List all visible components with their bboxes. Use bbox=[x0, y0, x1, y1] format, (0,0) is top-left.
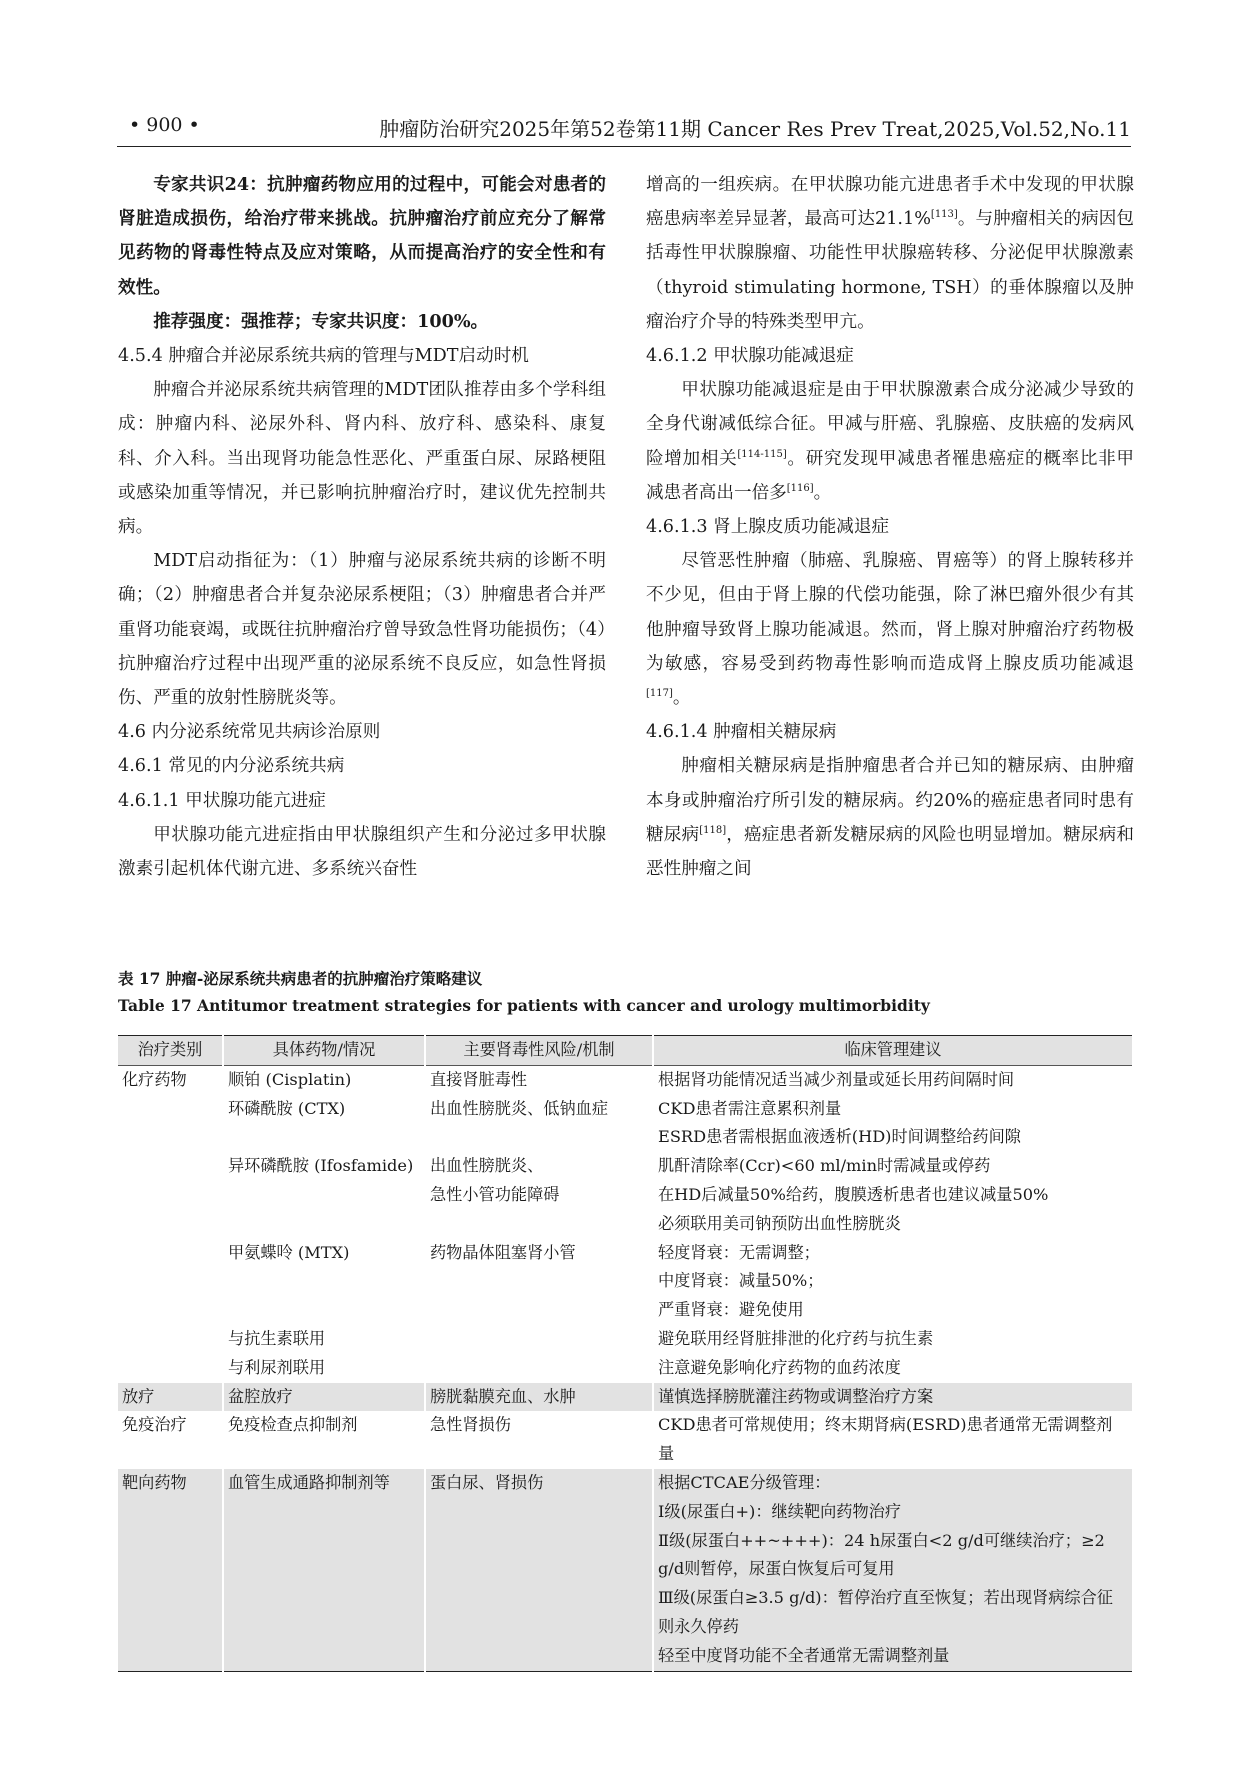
right-column bbox=[646, 168, 1134, 886]
table-cell: 血管生成通路抑制剂等 bbox=[223, 1469, 425, 1498]
table-cell bbox=[223, 1181, 425, 1210]
table-cell: 蛋白尿、肾损伤 bbox=[425, 1469, 653, 1498]
table-cell bbox=[118, 1123, 223, 1152]
table-cell: 异环磷酰胺 (Ifosfamide) bbox=[223, 1152, 425, 1181]
table-cell bbox=[223, 1123, 425, 1152]
table-cell: Ⅰ级(尿蛋白+)：继续靶向药物治疗 bbox=[653, 1498, 1132, 1527]
heading-4-5-4: 4.5.4 肿瘤合并泌尿系统共病的管理与MDT启动时机 bbox=[118, 346, 529, 367]
table-cell bbox=[118, 1642, 223, 1671]
table-cell bbox=[118, 1210, 223, 1239]
column-header: 具体药物/情况 bbox=[223, 1036, 425, 1066]
recommendation-strength: 推荐强度：强推荐；专家共识度：100%。 bbox=[153, 310, 489, 332]
table-cell: 中度肾衰：减量50%； bbox=[653, 1267, 1132, 1296]
table-cell bbox=[223, 1296, 425, 1325]
table-row bbox=[118, 1095, 1132, 1124]
table-caption-en: Table 17 Antitumor treatment strategies for patients with cancer and urology multimorbidity bbox=[118, 996, 930, 1015]
table-cell bbox=[425, 1527, 653, 1585]
running-header bbox=[117, 106, 1131, 147]
table-cell: 在HD后减量50%给药，腹膜透析患者也建议减量50% bbox=[653, 1181, 1132, 1210]
paragraph-hypothyroidism: 甲状腺功能减退症是由于甲状腺激素合成分泌减少导致的全身代谢减低综合征。甲减与肝癌、乳腺癌、皮肤癌的发病风险增加相关[114-115]。研究发现甲减患者罹患癌症的概率比非甲减患者高出一倍多[116]。 bbox=[646, 380, 1134, 503]
table-row bbox=[118, 1267, 1132, 1296]
table-row bbox=[118, 1383, 1132, 1412]
table-row bbox=[118, 1065, 1132, 1094]
table-cell: 严重肾衰：避免使用 bbox=[653, 1296, 1132, 1325]
expert-consensus-24: 专家共识24：抗肿瘤药物应用的过程中，可能会对患者的肾脏造成损伤，给治疗带来挑战。抗肿瘤治疗前应充分了解常见药物的肾毒性特点及应对策略，从而提高治疗的安全性和有效性。 bbox=[118, 174, 606, 298]
table-row bbox=[118, 1152, 1132, 1181]
table-cell: 膀胱黏膜充血、水肿 bbox=[425, 1383, 653, 1412]
heading-4-6-1-4: 4.6.1.4 肿瘤相关糖尿病 bbox=[646, 722, 837, 743]
table-cell: CKD患者需注意累积剂量 bbox=[653, 1095, 1132, 1124]
heading-4-6-1-2: 4.6.1.2 甲状腺功能减退症 bbox=[646, 346, 854, 367]
table-cell: 靶向药物 bbox=[118, 1469, 223, 1498]
table-cell bbox=[118, 1584, 223, 1642]
table-row bbox=[118, 1469, 1132, 1498]
table-cell bbox=[223, 1527, 425, 1585]
table-row bbox=[118, 1123, 1132, 1152]
table-row bbox=[118, 1584, 1132, 1642]
table-cell: 免疫检查点抑制剂 bbox=[223, 1411, 425, 1469]
table-row bbox=[118, 1296, 1132, 1325]
table-cell: 化疗药物 bbox=[122, 1069, 187, 1089]
column-header: 临床管理建议 bbox=[653, 1036, 1132, 1066]
table-cell bbox=[425, 1642, 653, 1671]
table-cell: 盆腔放疗 bbox=[223, 1383, 425, 1412]
paragraph-tumor-diabetes: 肿瘤相关糖尿病是指肿瘤患者合并已知的糖尿病、由肿瘤本身或肿瘤治疗所引发的糖尿病。约20%的癌症患者同时患有糖尿病[118]，癌症患者新发糖尿病的风险也明显增加。糖尿病和恶性肿瘤之间 bbox=[646, 756, 1134, 880]
table-cell: 出血性膀胱炎、低钠血症 bbox=[425, 1095, 653, 1124]
table-cell: 根据CTCAE分级管理： bbox=[653, 1469, 1132, 1498]
table-cell bbox=[118, 1498, 223, 1527]
table-cell: 注意避免影响化疗药物的血药浓度 bbox=[653, 1354, 1132, 1383]
citation: [113] bbox=[930, 209, 958, 221]
citation: [117] bbox=[646, 688, 673, 700]
table-cell: 放疗 bbox=[118, 1383, 223, 1412]
table-header-row bbox=[118, 1036, 1132, 1066]
table-cell: Ⅱ级(尿蛋白++~+++)：24 h尿蛋白<2 g/d可继续治疗；≥2 g/d则暂停，尿蛋白恢复后可复用 bbox=[653, 1527, 1132, 1585]
table-cell: 与利尿剂联用 bbox=[223, 1354, 425, 1383]
table-cell: Ⅲ级(尿蛋白≥3.5 g/d)：暂停治疗直至恢复；若出现肾病综合征则永久停药 bbox=[653, 1584, 1132, 1642]
paragraph-hyperthyroidism-cont: 增高的一组疾病。在甲状腺功能亢进患者手术中发现的甲状腺癌患病率差异显著，最高可达21.1%[113]。与肿瘤相关的病因包括毒性甲状腺腺瘤、功能性甲状腺癌转移、分泌促甲状腺激素（thyroid stimulating hormone, TSH）的垂体腺瘤以及肿瘤治疗介导的特殊类型甲亢。 bbox=[646, 175, 1134, 332]
table-cell bbox=[118, 1325, 223, 1354]
table-cell bbox=[425, 1267, 653, 1296]
table-cell: 必须联用美司钠预防出血性膀胱炎 bbox=[653, 1210, 1132, 1239]
paragraph-mdt-team: 肿瘤合并泌尿系统共病管理的MDT团队推荐由多个学科组成：肿瘤内科、泌尿外科、肾内科、放疗科、感染科、康复科、介入科。当出现肾功能急性恶化、严重蛋白尿、尿路梗阻或感染加重等情况，并已影响抗肿瘤治疗时，建议优先控制共病。 bbox=[118, 380, 606, 538]
table-cell: 避免联用经肾脏排泄的化疗药与抗生素 bbox=[653, 1325, 1132, 1354]
table-cell: 谨慎选择膀胱灌注药物或调整治疗方案 bbox=[653, 1383, 1132, 1412]
table-cell: 免疫治疗 bbox=[122, 1415, 187, 1435]
column-header: 治疗类别 bbox=[118, 1036, 223, 1066]
table-cell: 出血性膀胱炎、 bbox=[425, 1152, 653, 1181]
table-row bbox=[118, 1354, 1132, 1383]
citation: [114-115] bbox=[737, 448, 787, 460]
table-cell bbox=[118, 1527, 223, 1585]
table-cell: 轻度肾衰：无需调整； bbox=[653, 1239, 1132, 1268]
table-cell bbox=[118, 1152, 223, 1181]
table-cell bbox=[425, 1325, 653, 1354]
table-body bbox=[118, 1065, 1132, 1671]
table-cell bbox=[425, 1354, 653, 1383]
table-cell bbox=[118, 1239, 223, 1268]
table-cell bbox=[118, 1354, 223, 1383]
table-row bbox=[118, 1325, 1132, 1354]
journal-title: 肿瘤防治研究2025年第52卷第11期 Cancer Res Prev Treat,2025,Vol.52,No.11 bbox=[379, 117, 1131, 141]
table-cell bbox=[425, 1210, 653, 1239]
table-cell bbox=[425, 1296, 653, 1325]
page-number: • 900 • bbox=[129, 114, 200, 136]
table-caption-cn: 表 17 肿瘤-泌尿系统共病患者的抗肿瘤治疗策略建议 bbox=[118, 969, 483, 988]
table-cell bbox=[118, 1296, 223, 1325]
table-cell: 急性小管功能障碍 bbox=[425, 1181, 653, 1210]
table-cell: 顺铂 (Cisplatin) bbox=[223, 1065, 425, 1094]
table-cell: 与抗生素联用 bbox=[223, 1325, 425, 1354]
table-row bbox=[118, 1411, 1132, 1469]
table-cell bbox=[118, 1181, 223, 1210]
table-cell bbox=[223, 1584, 425, 1642]
table-cell bbox=[118, 1095, 223, 1124]
paragraph-hyperthyroidism: 甲状腺功能亢进症指由甲状腺组织产生和分泌过多甲状腺激素引起机体代谢亢进、多系统兴奋性 bbox=[118, 824, 606, 880]
table-cell bbox=[425, 1584, 653, 1642]
table-cell bbox=[223, 1498, 425, 1527]
table-row bbox=[118, 1527, 1132, 1585]
table-row bbox=[118, 1498, 1132, 1527]
table-cell: ESRD患者需根据血液透析(HD)时间调整给药间隙 bbox=[653, 1123, 1132, 1152]
table-row bbox=[118, 1181, 1132, 1210]
table-row bbox=[118, 1210, 1132, 1239]
table-cell bbox=[425, 1498, 653, 1527]
citation: [118] bbox=[699, 825, 727, 836]
table-row bbox=[118, 1642, 1132, 1671]
table-cell bbox=[223, 1642, 425, 1671]
heading-4-6-1: 4.6.1 常见的内分泌系统共病 bbox=[118, 756, 345, 777]
table-cell: 急性肾损伤 bbox=[425, 1411, 653, 1469]
table-cell: 环磷酰胺 (CTX) bbox=[223, 1095, 425, 1124]
table-cell: 药物晶体阻塞肾小管 bbox=[425, 1239, 653, 1268]
table-cell bbox=[223, 1267, 425, 1296]
heading-4-6-1-1: 4.6.1.1 甲状腺功能亢进症 bbox=[118, 790, 326, 811]
treatment-strategy-table bbox=[118, 1035, 1132, 1672]
table-cell bbox=[425, 1123, 653, 1152]
table-cell: 根据肾功能情况适当减少剂量或延长用药间隔时间 bbox=[653, 1065, 1132, 1094]
left-column bbox=[118, 168, 606, 886]
paragraph-mdt-indications: MDT启动指征为：（1）肿瘤与泌尿系统共病的诊断不明确；（2）肿瘤患者合并复杂泌尿系梗阻；（3）肿瘤患者合并严重肾功能衰竭，或既往抗肿瘤治疗曾导致急性肾功能损伤；（4）抗肿瘤治疗过程中出现严重的泌尿系统不良反应，如急性肾损伤、严重的放射性膀胱炎等。 bbox=[118, 551, 606, 709]
citation: [116] bbox=[786, 482, 814, 494]
paragraph-adrenal-insufficiency: 尽管恶性肿瘤（肺癌、乳腺癌、胃癌等）的肾上腺转移并不少见，但由于肾上腺的代偿功能强，除了淋巴瘤外很少有其他肿瘤导致肾上腺功能减退。然而，肾上腺对肿瘤治疗药物极为敏感，容易受到药物毒性影响而造成肾上腺皮质功能减退[117]。 bbox=[646, 551, 1134, 709]
table-cell: 轻至中度肾功能不全者通常无需调整剂量 bbox=[653, 1642, 1132, 1671]
table-cell bbox=[118, 1267, 223, 1296]
table-cell: CKD患者可常规使用；终末期肾病(ESRD)患者通常无需调整剂量 bbox=[653, 1411, 1132, 1469]
table-cell: 肌酐清除率(Ccr)<60 ml/min时需减量或停药 bbox=[653, 1152, 1132, 1181]
column-header: 主要肾毒性风险/机制 bbox=[425, 1036, 653, 1066]
table-row bbox=[118, 1239, 1132, 1268]
heading-4-6: 4.6 内分泌系统常见共病诊治原则 bbox=[118, 722, 381, 743]
table-cell: 直接肾脏毒性 bbox=[425, 1065, 653, 1094]
table-cell bbox=[223, 1210, 425, 1239]
heading-4-6-1-3: 4.6.1.3 肾上腺皮质功能减退症 bbox=[646, 517, 890, 538]
table-cell: 甲氨蝶呤 (MTX) bbox=[223, 1239, 425, 1268]
